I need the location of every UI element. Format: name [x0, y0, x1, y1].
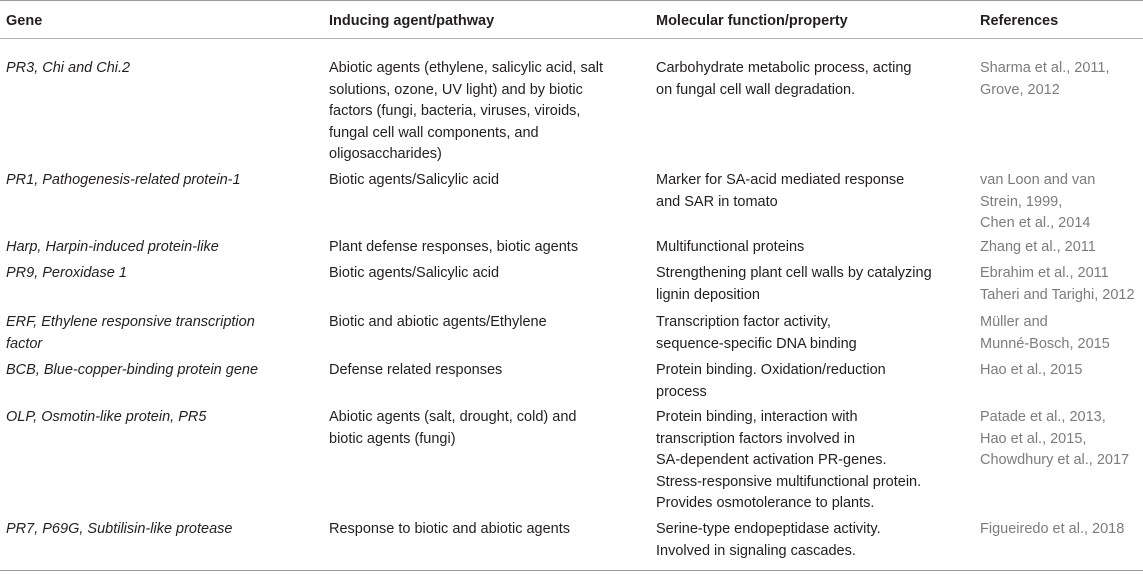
cell-references: [980, 360, 1140, 382]
cell-line: PR1, Pathogenesis-related protein-1: [6, 172, 241, 188]
cell-line: on fungal cell wall degradation.: [656, 81, 856, 98]
cell-line: sequence-specific DNA binding: [656, 335, 857, 352]
cell-line: OLP, Osmotin-like protein, PR5: [6, 409, 207, 425]
cell-molecular-function: [656, 519, 974, 562]
cell-gene: [6, 58, 322, 80]
cell-molecular-function: [656, 170, 974, 213]
cell-line: oligosaccharides): [329, 146, 442, 163]
cell-line: Stress-responsive multifunctional protein.: [656, 473, 922, 490]
cell-line: Multifunctional proteins: [656, 239, 805, 255]
cell-gene: [6, 237, 322, 259]
cell-line: Hao et al., 2015,: [980, 430, 1087, 447]
cell-line: ERF, Ethylene responsive transcription: [6, 314, 255, 330]
cell-line: Grove, 2012: [980, 81, 1060, 98]
cell-references: [980, 312, 1140, 355]
cell-inducing-agent: [329, 58, 647, 166]
cell-line: Biotic agents/Salicylic acid: [329, 172, 500, 188]
cell-line: Marker for SA-acid mediated response: [656, 172, 905, 188]
cell-line: factor: [6, 335, 43, 352]
cell-molecular-function: [656, 237, 974, 259]
cell-line: Serine-type endopeptidase activity.: [656, 521, 881, 537]
cell-line: PR7, P69G, Subtilisin-like protease: [6, 521, 233, 537]
cell-line: biotic agents (fungi): [329, 430, 456, 447]
cell-line: Chowdhury et al., 2017: [980, 452, 1130, 469]
cell-line: SA-dependent activation PR-genes.: [656, 452, 887, 469]
cell-line: Harp, Harpin-induced protein-like: [6, 239, 219, 255]
cell-line: Defense related responses: [329, 362, 503, 378]
cell-inducing-agent: [329, 170, 647, 192]
cell-line: Strengthening plant cell walls by catalyzing: [656, 265, 932, 281]
cell-line: factors (fungi, bacteria, viruses, viroids,: [329, 103, 581, 120]
cell-line: Plant defense responses, biotic agents: [329, 239, 579, 255]
cell-molecular-function: [656, 312, 974, 355]
cell-line: PR9, Peroxidase 1: [6, 265, 127, 281]
cell-references: [980, 263, 1140, 306]
table-header: [0, 0, 1143, 38]
header-rule: [0, 38, 1143, 39]
cell-line: van Loon and van: [980, 172, 1096, 188]
cell-inducing-agent: [329, 360, 647, 382]
cell-line: Provides osmotolerance to plants.: [656, 495, 875, 512]
cell-inducing-agent: [329, 519, 647, 541]
cell-references: [980, 519, 1140, 541]
cell-molecular-function: [656, 263, 974, 306]
cell-inducing-agent: [329, 263, 647, 285]
cell-references: [980, 407, 1140, 472]
cell-line: Zhang et al., 2011: [980, 239, 1096, 255]
cell-line: Hao et al., 2015: [980, 362, 1083, 378]
cell-line: Biotic agents/Salicylic acid: [329, 265, 500, 281]
cell-line: lignin deposition: [656, 286, 760, 303]
cell-gene: [6, 519, 322, 541]
cell-references: [980, 170, 1140, 235]
cell-inducing-agent: [329, 312, 647, 334]
header-molecular-function: Molecular function/property: [656, 13, 848, 29]
cell-line: solutions, ozone, UV light) and by biotic: [329, 81, 583, 98]
header-gene: Gene: [6, 13, 43, 29]
cell-line: Munné-Bosch, 2015: [980, 335, 1110, 352]
cell-line: Protein binding. Oxidation/reduction: [656, 362, 886, 378]
cell-line: Figueiredo et al., 2018: [980, 521, 1125, 537]
cell-gene: [6, 407, 322, 429]
cell-molecular-function: [656, 360, 974, 403]
cell-line: Taheri and Tarighi, 2012: [980, 286, 1135, 303]
cell-line: Biotic and abiotic agents/Ethylene: [329, 314, 547, 330]
cell-line: Involved in signaling cascades.: [656, 542, 856, 559]
cell-gene: [6, 360, 322, 382]
cell-line: Abiotic agents (ethylene, salicylic acid, salt: [329, 60, 604, 76]
table-bottom-rule: [0, 570, 1143, 571]
header-inducing-agent: Inducing agent/pathway: [329, 13, 495, 29]
cell-line: Abiotic agents (salt, drought, cold) and: [329, 409, 577, 425]
cell-line: Ebrahim et al., 2011: [980, 265, 1109, 281]
cell-line: Chen et al., 2014: [980, 215, 1091, 232]
cell-molecular-function: [656, 58, 974, 101]
cell-line: PR3, Chi and Chi.2: [6, 60, 131, 76]
cell-gene: [6, 312, 322, 355]
cell-references: [980, 237, 1140, 259]
cell-molecular-function: [656, 407, 974, 515]
cell-line: fungal cell wall components, and: [329, 124, 539, 141]
cell-line: Carbohydrate metabolic process, acting: [656, 60, 912, 76]
cell-line: and SAR in tomato: [656, 193, 778, 210]
cell-line: Protein binding, interaction with: [656, 409, 858, 425]
cell-inducing-agent: [329, 407, 647, 450]
cell-gene: [6, 263, 322, 285]
header-references: References: [980, 13, 1059, 29]
cell-inducing-agent: [329, 237, 647, 259]
cell-line: Strein, 1999,: [980, 193, 1063, 210]
cell-line: Transcription factor activity,: [656, 314, 831, 330]
cell-line: Patade et al., 2013,: [980, 409, 1106, 425]
cell-line: transcription factors involved in: [656, 430, 856, 447]
cell-gene: [6, 170, 322, 192]
cell-line: BCB, Blue-copper-binding protein gene: [6, 362, 259, 378]
cell-line: Sharma et al., 2011,: [980, 60, 1110, 76]
cell-references: [980, 58, 1140, 101]
cell-line: Response to biotic and abiotic agents: [329, 521, 571, 537]
cell-line: process: [656, 383, 707, 400]
cell-line: Müller and: [980, 314, 1048, 330]
